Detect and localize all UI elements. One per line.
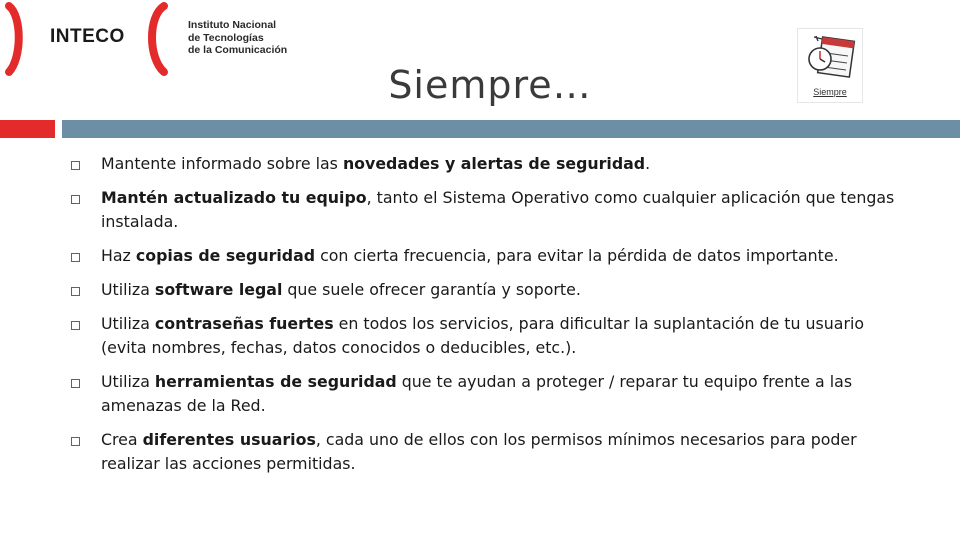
bullet-text: , tanto el Sistema Operativo como cualquier aplicación que tengas instalada. [101,188,895,231]
bullet-text: Utiliza [101,314,155,333]
bullet-emphasis: novedades y alertas de seguridad [342,154,646,173]
bullet-item [66,312,896,360]
square-bullet-icon [71,321,80,330]
bullet-text: . [645,154,651,173]
bullet-text: que te ayudan a proteger / reparar tu equipo frente a las amenazas de la Red. [101,372,853,415]
bullet-emphasis: software legal [154,280,283,299]
bullet-text: que suele ofrecer garantía y soporte. [282,280,581,299]
calendar-clipart [797,28,863,103]
square-bullet-icon [71,195,80,204]
bullet-item [66,278,896,302]
bullet-emphasis: contraseñas fuertes [154,314,334,333]
header-bar-red [0,120,55,138]
bullet-emphasis: herramientas de seguridad [154,372,397,391]
logo-institution-text: Instituto Nacional de Tecnologías de la Comunicación [188,19,288,56]
bullet-emphasis: copias de seguridad [135,246,316,265]
bullet-item [66,370,896,418]
bullet-text: con cierta frecuencia, para evitar la pérdida de datos importante. [315,246,839,265]
bullet-emphasis: diferentes usuarios [142,430,316,449]
bullet-text: en todos los servicios, para dificultar la suplantación de tu usuario (evita nombres, fechas, datos conocidos o deducibles, etc.). [101,314,864,357]
calendar-clock-icon [806,35,856,83]
bullet-item [66,428,896,476]
square-bullet-icon [71,253,80,262]
bullet-emphasis: Mantén actualizado tu equipo [101,188,367,207]
square-bullet-icon [71,437,80,446]
header-bar-blue [62,120,960,138]
bullet-text: Utiliza [101,372,155,391]
bullet-text: Mantente informado sobre las [101,154,343,173]
slide-title: Siempre… [388,63,592,107]
bullet-list [66,152,896,486]
bullet-text: , cada uno de ellos con los permisos mínimos necesarios para poder realizar las acciones permitidas. [101,430,857,473]
logo-brand-text: INTECO [50,26,125,47]
clipart-caption: Siempre [813,87,847,97]
bullet-text: Crea [101,430,143,449]
bullet-text: Utiliza [101,280,155,299]
bullet-item [66,244,896,268]
square-bullet-icon [71,287,80,296]
bullet-text: Haz [101,246,136,265]
bullet-item [66,186,896,234]
bullet-item [66,152,896,176]
square-bullet-icon [71,379,80,388]
square-bullet-icon [71,161,80,170]
